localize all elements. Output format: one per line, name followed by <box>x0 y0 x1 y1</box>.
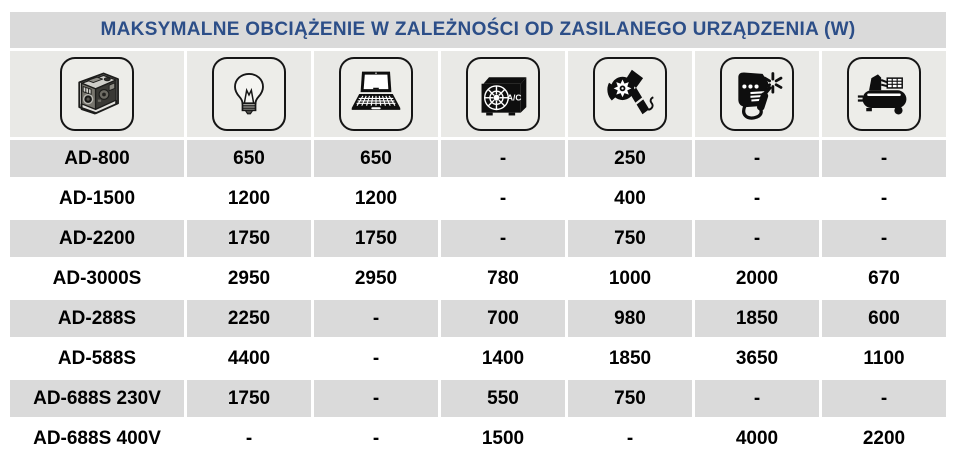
value-cell: - <box>695 180 819 217</box>
value-cell: 2950 <box>314 260 438 297</box>
generator-icon <box>69 66 125 122</box>
value-cell: 2000 <box>695 260 819 297</box>
table-row <box>10 180 946 217</box>
column-header-air-compressor <box>822 51 946 137</box>
air-conditioner-icon <box>475 66 531 122</box>
value-cell: - <box>441 140 565 177</box>
value-cell: - <box>822 140 946 177</box>
column-header-light-bulb <box>187 51 311 137</box>
icon-box <box>847 57 921 131</box>
value-cell: 1400 <box>441 340 565 377</box>
model-cell: AD-588S <box>10 340 184 377</box>
table-row <box>10 140 946 177</box>
value-cell: - <box>822 380 946 417</box>
value-cell: - <box>822 220 946 257</box>
column-header-angle-grinder <box>568 51 692 137</box>
table-row <box>10 340 946 377</box>
icon-box <box>720 57 794 131</box>
model-cell: AD-688S 400V <box>10 420 184 457</box>
model-cell: AD-3000S <box>10 260 184 297</box>
value-cell: - <box>568 420 692 457</box>
value-cell: - <box>314 420 438 457</box>
icon-box <box>212 57 286 131</box>
value-cell: 1200 <box>187 180 311 217</box>
value-cell: 780 <box>441 260 565 297</box>
column-header-laptop <box>314 51 438 137</box>
value-cell: 700 <box>441 300 565 337</box>
value-cell: 250 <box>568 140 692 177</box>
value-cell: 750 <box>568 380 692 417</box>
icon-box <box>466 57 540 131</box>
value-cell: 1750 <box>314 220 438 257</box>
value-cell: 3650 <box>695 340 819 377</box>
value-cell: 980 <box>568 300 692 337</box>
value-cell: 750 <box>568 220 692 257</box>
value-cell: 600 <box>822 300 946 337</box>
light-bulb-icon <box>221 66 277 122</box>
value-cell: - <box>822 180 946 217</box>
value-cell: - <box>695 380 819 417</box>
title-row <box>10 12 946 48</box>
value-cell: - <box>187 420 311 457</box>
model-cell: AD-288S <box>10 300 184 337</box>
value-cell: - <box>441 180 565 217</box>
model-cell: AD-688S 230V <box>10 380 184 417</box>
value-cell: 1850 <box>568 340 692 377</box>
value-cell: - <box>695 220 819 257</box>
value-cell: 1750 <box>187 220 311 257</box>
model-cell: AD-800 <box>10 140 184 177</box>
laptop-icon <box>348 66 404 122</box>
ac-label: A/C <box>506 92 522 103</box>
value-cell: 1750 <box>187 380 311 417</box>
column-header-air-conditioner <box>441 51 565 137</box>
value-cell: 670 <box>822 260 946 297</box>
value-cell: - <box>314 340 438 377</box>
table-row <box>10 420 946 457</box>
welder-icon <box>729 66 785 122</box>
table-row <box>10 260 946 297</box>
icon-header-row <box>10 51 946 137</box>
max-load-table <box>7 9 949 460</box>
value-cell: 1200 <box>314 180 438 217</box>
value-cell: 650 <box>314 140 438 177</box>
column-header-welder <box>695 51 819 137</box>
air-compressor-icon <box>856 66 912 122</box>
table-row <box>10 300 946 337</box>
model-cell: AD-2200 <box>10 220 184 257</box>
value-cell: - <box>314 300 438 337</box>
value-cell: 2200 <box>822 420 946 457</box>
value-cell: 1100 <box>822 340 946 377</box>
value-cell: - <box>314 380 438 417</box>
value-cell: 2950 <box>187 260 311 297</box>
value-cell: 4000 <box>695 420 819 457</box>
angle-grinder-icon <box>602 66 658 122</box>
table-row <box>10 220 946 257</box>
value-cell: 2250 <box>187 300 311 337</box>
model-cell: AD-1500 <box>10 180 184 217</box>
icon-box <box>339 57 413 131</box>
table-row <box>10 380 946 417</box>
value-cell: 1000 <box>568 260 692 297</box>
icon-box <box>60 57 134 131</box>
value-cell: 650 <box>187 140 311 177</box>
value-cell: - <box>441 220 565 257</box>
icon-box <box>593 57 667 131</box>
value-cell: 1850 <box>695 300 819 337</box>
value-cell: - <box>695 140 819 177</box>
value-cell: 550 <box>441 380 565 417</box>
value-cell: 400 <box>568 180 692 217</box>
value-cell: 1500 <box>441 420 565 457</box>
table-title: MAKSYMALNE OBCIĄŻENIE W ZALEŻNOŚCI OD ZASILANEGO URZĄDZENIA (W) <box>10 12 946 48</box>
value-cell: 4400 <box>187 340 311 377</box>
column-header-generator <box>10 51 184 137</box>
